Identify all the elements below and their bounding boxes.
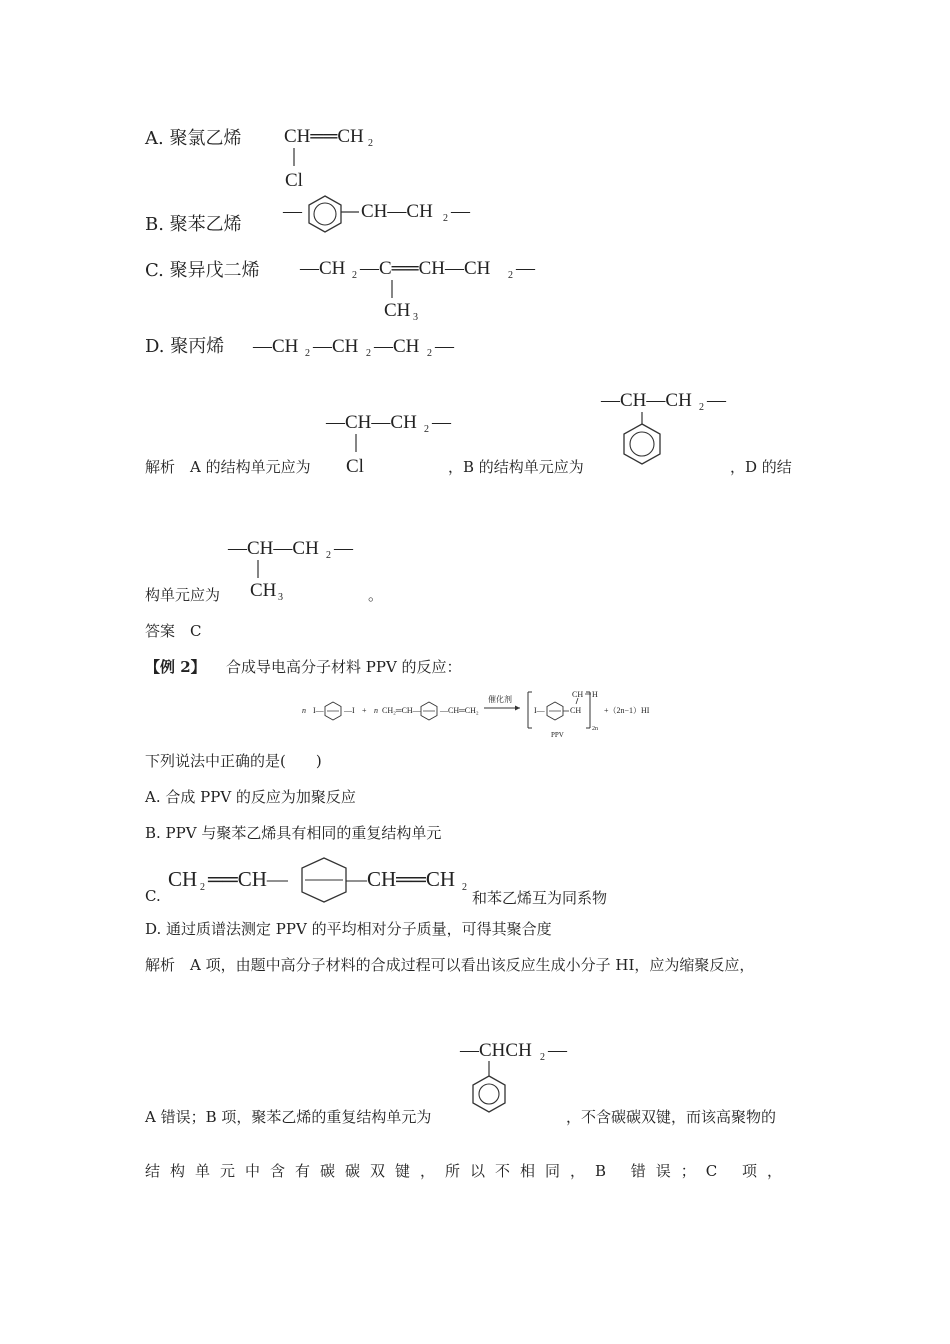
reaction-subscript-n: 2n bbox=[592, 726, 598, 732]
example2-title: 合成导电高分子材料 PPV 的反应： bbox=[226, 658, 462, 676]
option-d-p2: —CH bbox=[313, 336, 359, 357]
analysis2-line2-suffix: ，不含碳碳双键，而该高聚物的 bbox=[566, 1108, 777, 1126]
option-c2-s1: 2 bbox=[200, 882, 205, 893]
analysis1-d-p1: —CH—CH bbox=[228, 538, 319, 559]
example2-option-b: B. PPV 与聚苯乙烯具有相同的重复结构单元 bbox=[145, 824, 442, 842]
benzene-ring-icon bbox=[473, 1076, 505, 1112]
option-a-sub: 2 bbox=[368, 138, 373, 149]
option-c-branch-sub: 3 bbox=[413, 312, 418, 323]
option-c-p1: —CH bbox=[300, 258, 346, 279]
option-c-s1: 2 bbox=[352, 270, 357, 281]
analysis2-struct bbox=[460, 1036, 580, 1126]
reaction-byproduct: +（2n−1）HI bbox=[604, 706, 650, 715]
answer1: 答案 C bbox=[145, 622, 202, 640]
analysis1-b-p1: —CH—CH bbox=[601, 390, 692, 411]
option-a-formula bbox=[280, 120, 390, 190]
option-b-label: B. 聚苯乙烯 bbox=[145, 214, 242, 235]
option-d-s3: 2 bbox=[427, 348, 432, 359]
analysis1-a-s1: 2 bbox=[424, 424, 429, 435]
option-d-s1: 2 bbox=[305, 348, 310, 359]
analysis1-struct-a bbox=[326, 408, 466, 478]
option-d-formula bbox=[253, 330, 463, 360]
analysis2-s1: 2 bbox=[540, 1052, 545, 1063]
analysis2-line2-prefix: A 错误；B 项，聚苯乙烯的重复结构单元为 bbox=[145, 1108, 432, 1126]
analysis1-struct-b bbox=[601, 386, 751, 476]
example2-option-c-label: C. bbox=[145, 887, 161, 905]
option-c-formula bbox=[300, 250, 540, 323]
option-d-s2: 2 bbox=[366, 348, 371, 359]
option-c-s2: 2 bbox=[508, 270, 513, 281]
option-c2-f2: ══CH— bbox=[208, 867, 288, 891]
example2-question: 下列说法中正确的是( ) bbox=[145, 752, 322, 770]
option-c-branch: CH bbox=[384, 300, 411, 321]
analysis1-d-branch: CH bbox=[250, 580, 277, 601]
analysis1-d-p2: — bbox=[334, 538, 353, 559]
option-c2-f1: CH bbox=[168, 867, 198, 891]
analysis1-a-p2: — bbox=[432, 412, 451, 433]
reaction-h-end: H bbox=[592, 690, 598, 699]
example2-option-d: D. 通过质谱法测定 PPV 的平均相对分子质量，可得其聚合度 bbox=[145, 920, 552, 938]
analysis2-p1: —CHCH bbox=[460, 1040, 532, 1061]
option-b-post: — bbox=[451, 201, 470, 222]
option-a-main: CH══CH bbox=[284, 126, 364, 147]
analysis2-line3: 结构单元中含有碳碳双键，所以不相同，B 错误；C 项， bbox=[145, 1162, 793, 1180]
reaction-i-left: I— bbox=[313, 706, 324, 715]
option-d-label: D. 聚丙烯 bbox=[145, 336, 225, 357]
option-d-p4: — bbox=[435, 336, 454, 357]
analysis1-prefix: 解析 A 的结构单元应为 bbox=[145, 458, 311, 476]
reaction-plus1: + bbox=[362, 706, 367, 715]
reaction-product-i: I— bbox=[534, 706, 545, 715]
example2-tag: 【例 2】 bbox=[145, 658, 206, 676]
reaction-i-right: —I bbox=[344, 706, 355, 715]
option-b-sub: 2 bbox=[443, 213, 448, 224]
option-c2-f3: —CH══CH bbox=[346, 867, 456, 891]
option-c-p3: — bbox=[516, 258, 535, 279]
analysis1-a-p1: —CH—CH bbox=[326, 412, 417, 433]
example2-option-c-formula bbox=[168, 852, 478, 904]
option-a-branch: Cl bbox=[285, 170, 303, 191]
option-d-p3: —CH bbox=[374, 336, 420, 357]
analysis1-struct-d bbox=[228, 534, 378, 604]
option-b-pre: — bbox=[283, 201, 302, 222]
option-a-label: A. 聚氯乙烯 bbox=[145, 128, 242, 149]
analysis1-suffix: ，D 的结 bbox=[730, 458, 792, 476]
example2-option-c-text: 和苯乙烯互为同系物 bbox=[472, 889, 608, 907]
reaction-ppv: PPV bbox=[551, 731, 564, 739]
analysis1-d-branch-sub: 3 bbox=[278, 592, 283, 603]
reaction-scheme bbox=[298, 686, 668, 740]
analysis2-line1: 解析 A 项，由题中高分子材料的合成过程可以看出该反应生成小分子 HI，应为缩聚反应， bbox=[145, 956, 755, 974]
reaction-ch-top: CH bbox=[572, 690, 584, 699]
option-b-main: CH—CH bbox=[361, 201, 433, 222]
reaction-n1: n bbox=[302, 706, 306, 715]
analysis1-d-s1: 2 bbox=[326, 550, 331, 561]
analysis1-b-s1: 2 bbox=[699, 402, 704, 413]
reaction-ch-low: CH bbox=[570, 706, 582, 715]
option-d-p1: —CH bbox=[253, 336, 299, 357]
analysis1-a-branch: Cl bbox=[346, 456, 364, 477]
option-c-label: C. 聚异戊二烯 bbox=[145, 260, 260, 281]
analysis1-b-p2: — bbox=[707, 390, 726, 411]
analysis2-p2: — bbox=[548, 1040, 567, 1061]
analysis1-mid: ，B 的结构单元应为 bbox=[448, 458, 584, 476]
reaction-vinyl-right: —CH═CH₂ bbox=[440, 706, 479, 715]
option-b-formula bbox=[283, 190, 483, 245]
analysis1-line2-prefix: 构单元应为 bbox=[145, 586, 221, 604]
benzene-ring-icon bbox=[624, 424, 660, 464]
reaction-catalyst: 催化剂 bbox=[488, 695, 512, 704]
analysis1-line2-suffix: 。 bbox=[368, 586, 384, 604]
reaction-vinyl-left: CH₂═CH— bbox=[382, 706, 421, 715]
option-c2-s3: 2 bbox=[462, 882, 467, 893]
example2-option-a: A. 合成 PPV 的反应为加聚反应 bbox=[145, 788, 356, 806]
option-c-p2: —C══CH—CH bbox=[360, 258, 491, 279]
reaction-n2: n bbox=[374, 706, 378, 715]
